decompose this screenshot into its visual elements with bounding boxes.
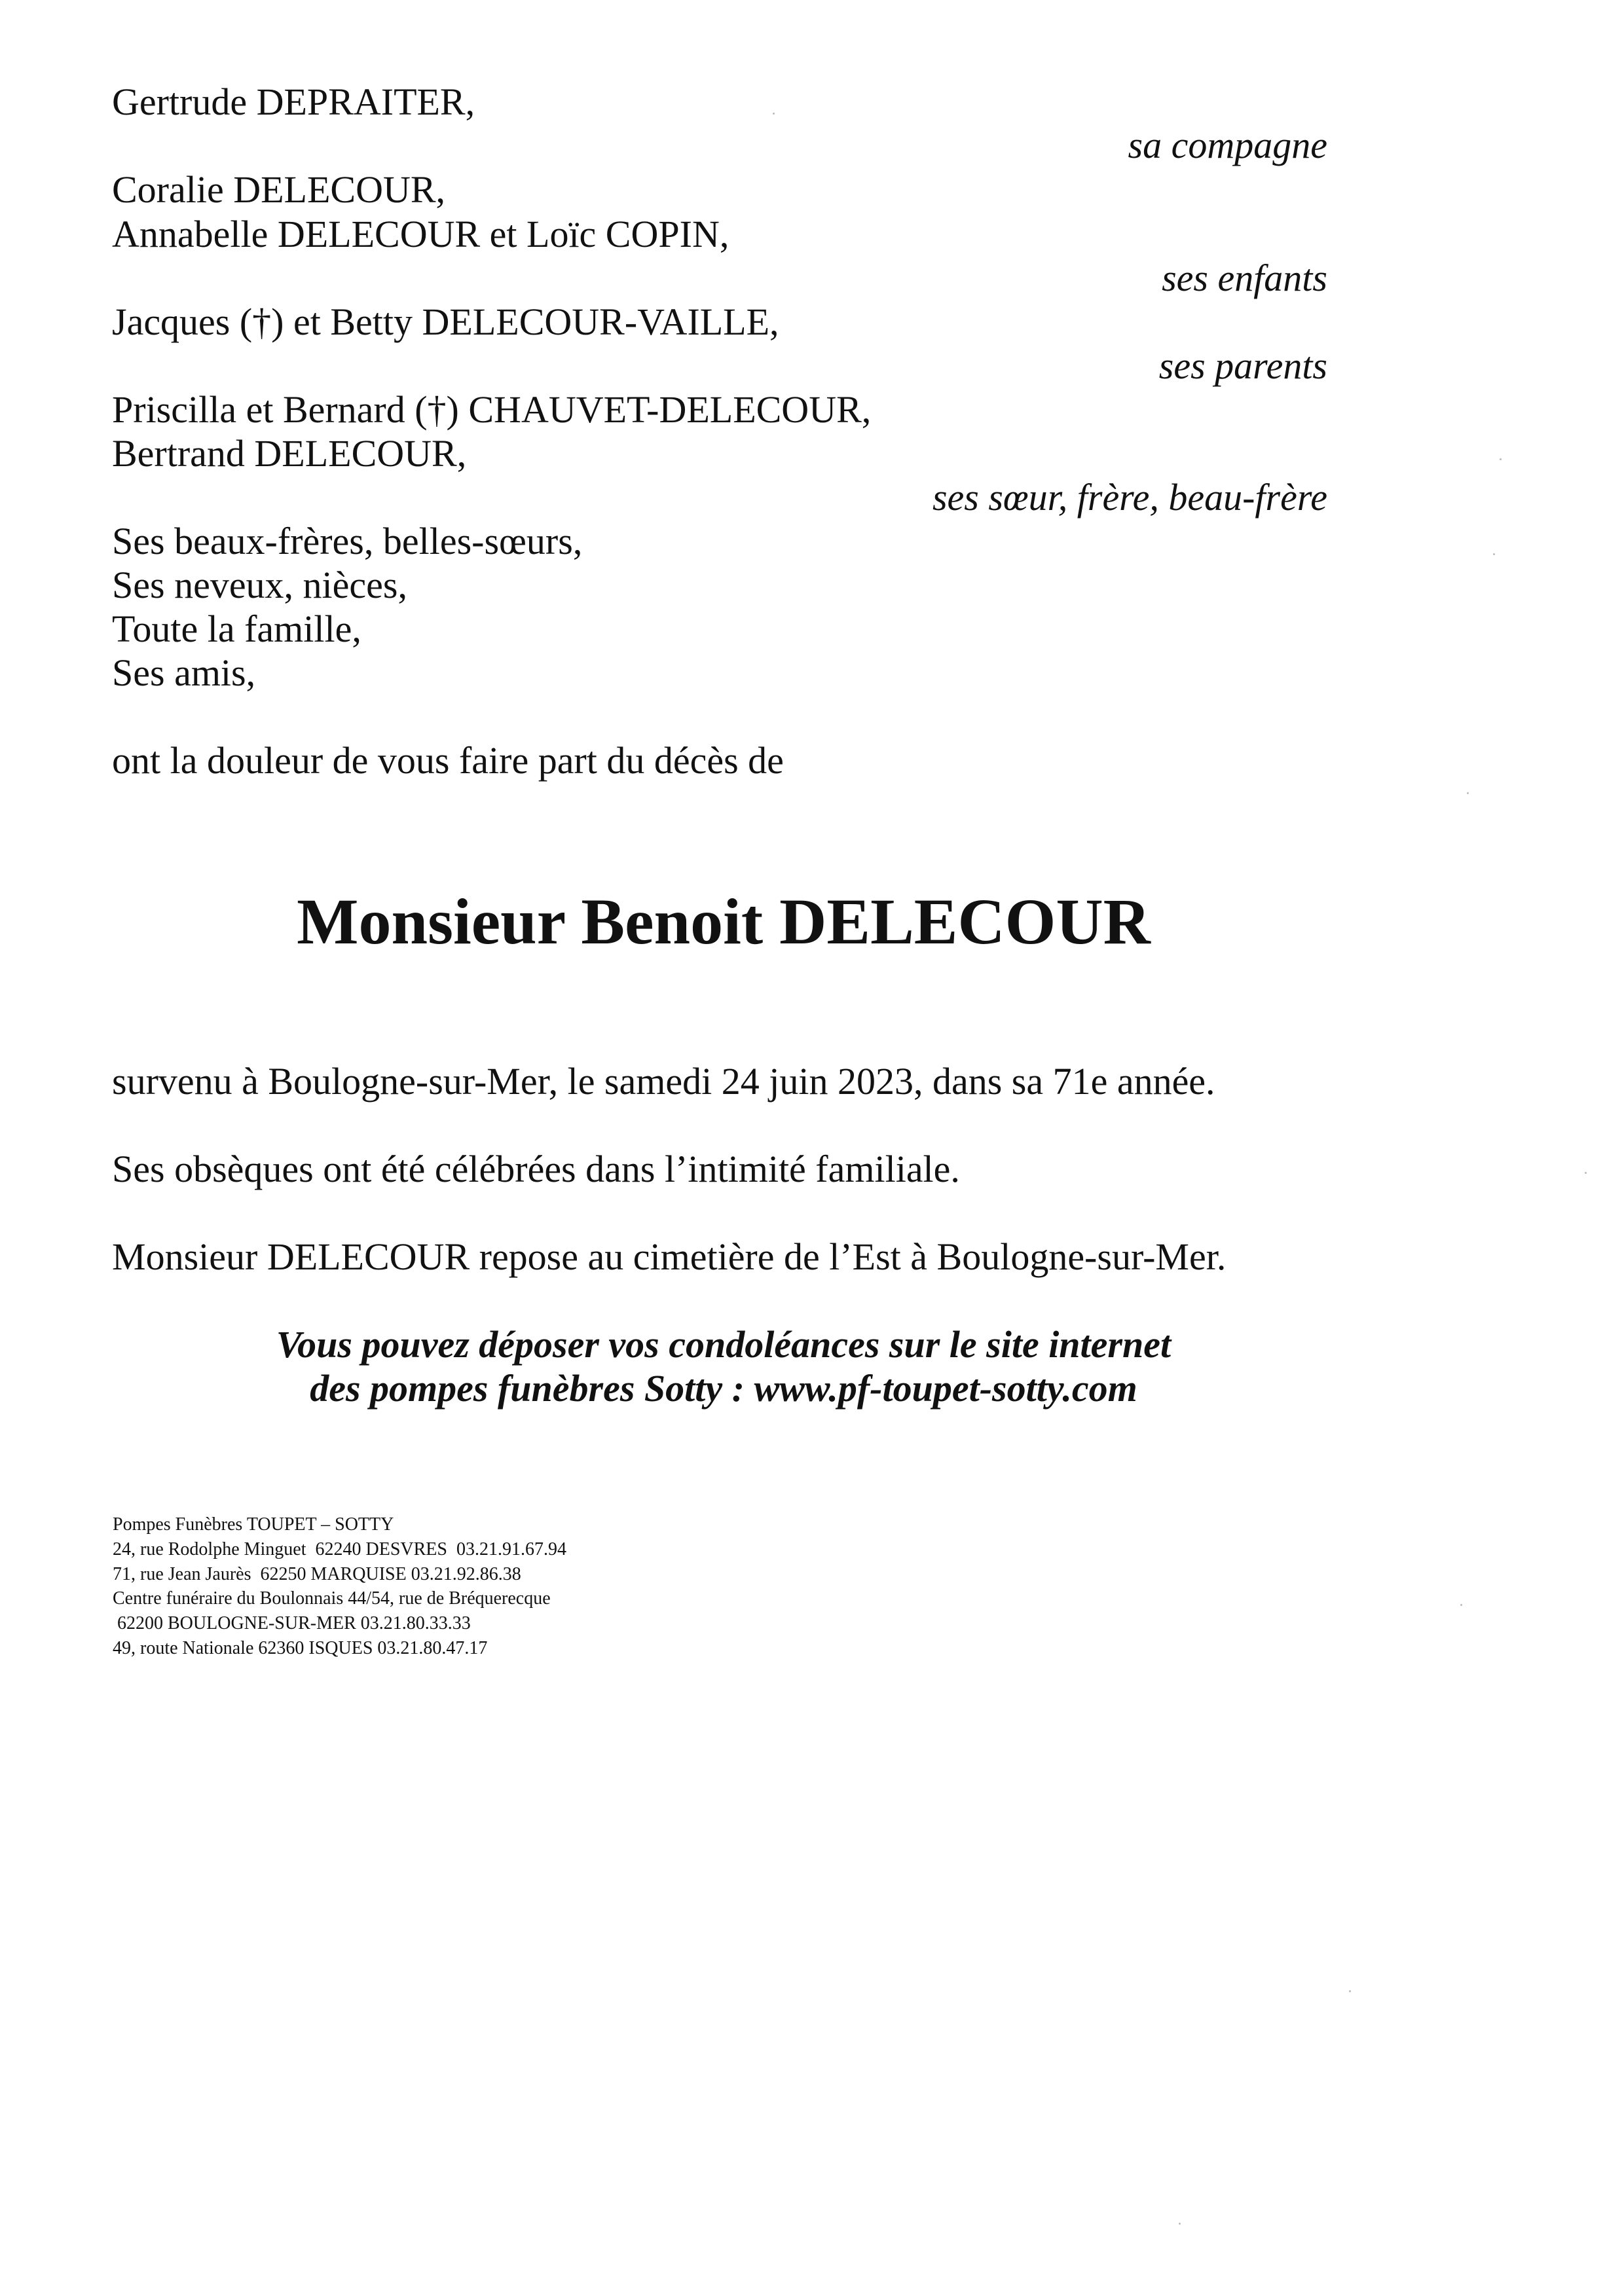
condolence-message-line-1: Vous pouvez déposer vos condoléances sur le site internet bbox=[276, 1323, 1172, 1366]
family-member-line: Ses beaux-frères, belles-sœurs, bbox=[112, 520, 583, 562]
funeral-home-address-desvres: 24, rue Rodolphe Minguet 62240 DESVRES 03.21.91.67.94 bbox=[113, 1539, 566, 1559]
relationship-label: ses sœur, frère, beau-frère bbox=[932, 476, 1327, 519]
scan-speck bbox=[1500, 458, 1502, 460]
family-member-line: Jacques (†) et Betty DELECOUR-VAILLE, bbox=[112, 301, 779, 343]
family-member-line: Ses neveux, nièces, bbox=[112, 564, 407, 606]
funeral-home-name: Pompes Funèbres TOUPET – SOTTY bbox=[113, 1514, 394, 1535]
family-member-line: Priscilla et Bernard (†) CHAUVET-DELECOUR, bbox=[112, 388, 872, 431]
family-member-line: Coralie DELECOUR, bbox=[112, 168, 446, 211]
family-member-line: Ses amis, bbox=[112, 651, 256, 694]
funeral-home-address-boulonnais: Centre funéraire du Boulonnais 44/54, rue de Bréquerecque bbox=[113, 1588, 551, 1609]
scan-speck bbox=[1585, 1172, 1587, 1174]
deceased-name-title: Monsieur Benoit DELECOUR bbox=[297, 885, 1151, 958]
family-member-line: Gertrude DEPRAITER, bbox=[112, 81, 475, 123]
relationship-label: sa compagne bbox=[1128, 124, 1327, 166]
burial-details-text: Monsieur DELECOUR repose au cimetière de l’Est à Boulogne-sur-Mer. bbox=[112, 1235, 1227, 1278]
family-member-line: Bertrand DELECOUR, bbox=[112, 432, 467, 475]
scan-speck bbox=[1493, 553, 1495, 555]
death-details-text: survenu à Boulogne-sur-Mer, le samedi 24 juin 2023, dans sa 71e année. bbox=[112, 1060, 1215, 1102]
scan-speck bbox=[1349, 1990, 1351, 1992]
family-member-line: Toute la famille, bbox=[112, 608, 361, 650]
condolence-message-line-2: des pompes funèbres Sotty : www.pf-toupet-sotty.com bbox=[310, 1367, 1137, 1410]
relationship-label: ses enfants bbox=[1162, 257, 1327, 299]
funeral-home-address-isques: 49, route Nationale 62360 ISQUES 03.21.80.47.17 bbox=[113, 1637, 488, 1658]
funeral-home-contact-block bbox=[113, 1512, 566, 1661]
funeral-details-text: Ses obsèques ont été célébrées dans l’intimité familiale. bbox=[112, 1148, 960, 1190]
relationship-label: ses parents bbox=[1158, 344, 1327, 387]
scan-speck bbox=[1467, 792, 1469, 794]
scan-speck bbox=[1460, 1604, 1462, 1606]
scan-speck bbox=[1179, 2223, 1181, 2225]
scan-speck bbox=[773, 113, 775, 115]
funeral-home-address-boulogne: 62200 BOULOGNE-SUR-MER 03.21.80.33.33 bbox=[113, 1613, 471, 1634]
family-member-line: Annabelle DELECOUR et Loïc COPIN, bbox=[112, 213, 729, 255]
announcement-text: ont la douleur de vous faire part du décès de bbox=[112, 739, 784, 782]
funeral-home-address-marquise: 71, rue Jean Jaurès 62250 MARQUISE 03.21.92.86.38 bbox=[113, 1563, 521, 1584]
